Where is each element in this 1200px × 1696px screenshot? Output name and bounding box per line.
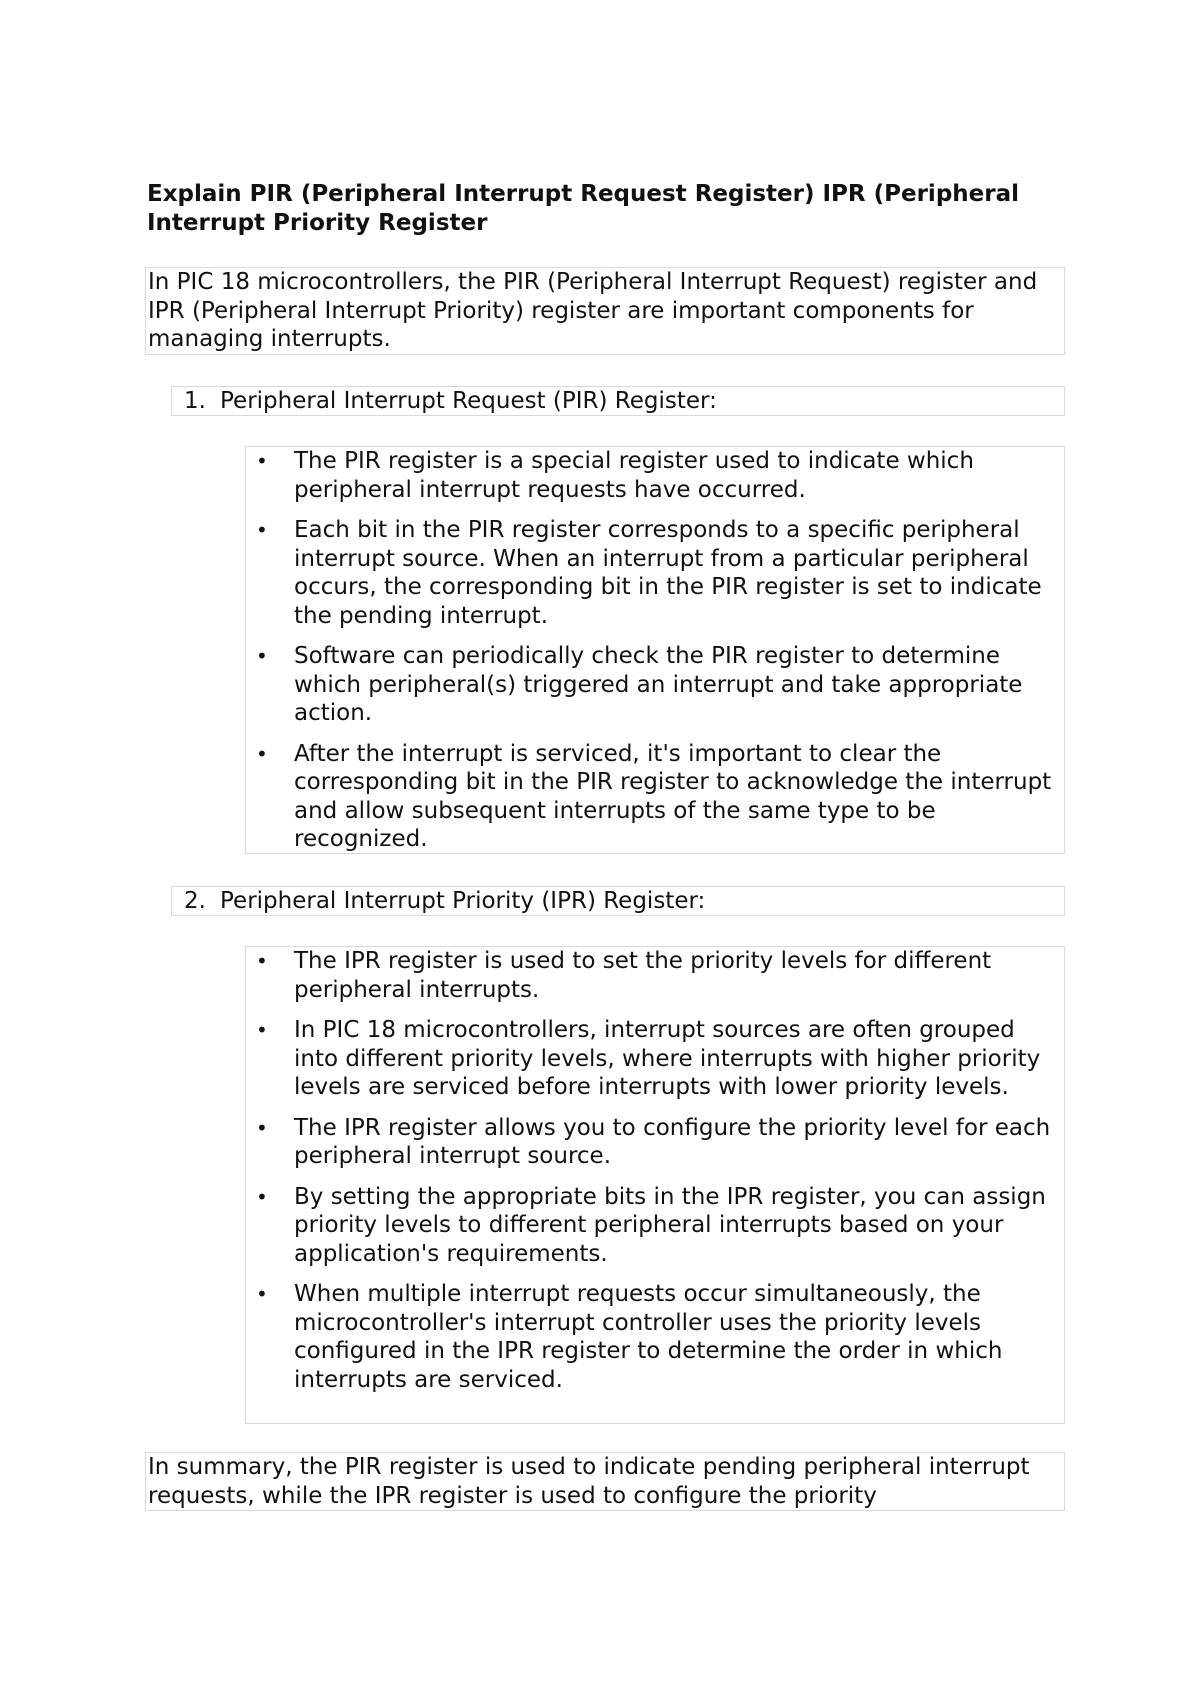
list-item: • Software can periodically check the PIR register to determine which peripheral(s) triggered an interrupt and take appropriate action. (256, 643, 1023, 726)
section-heading-text: Peripheral Interrupt Priority (IPR) Register: (220, 888, 706, 914)
section-heading-ipr (171, 886, 1065, 916)
bullet-icon: • (256, 741, 268, 766)
document-title: Explain PIR (Peripheral Interrupt Request Register) IPR (Peripheral Interrupt Priority Register (147, 181, 1020, 236)
summary-paragraph: In summary, the PIR register is used to indicate pending peripheral interrupt requests, while the IPR register is used to configure the priority (145, 1452, 1065, 1511)
bullet-icon: • (256, 949, 268, 973)
bullet-icon: • (256, 449, 268, 473)
list-item: • The IPR register allows you to configure the priority level for each peripheral interrupt source. (256, 1114, 1051, 1169)
list-item: • By setting the appropriate bits in the IPR register, you can assign priority levels to different peripheral interrupts based on your application's requirements. (256, 1183, 1046, 1267)
list-item: • The PIR register is a special register used to indicate which peripheral interrupt requests have occurred. (256, 448, 974, 503)
section-heading-pir (171, 386, 1065, 416)
bullet-icon: • (256, 644, 268, 668)
list-item: • Each bit in the PIR register corresponds to a specific peripheral interrupt source. When an interrupt from a particular peripheral occurs, the corresponding bit in the PIR register is set to indicate the pending interrupt. (256, 517, 1042, 629)
intro-paragraph: In PIC 18 microcontrollers, the PIR (Peripheral Interrupt Request) register and IPR (Peripheral Interrupt Priority) register are important components for managing interrupts. (145, 267, 1065, 355)
list-item: • When multiple interrupt requests occur simultaneously, the microcontroller's interrupt controller uses the priority levels configured in the IPR register to determine the order in which interrupts are serviced. (256, 1281, 1003, 1393)
list-item: • The IPR register is used to set the priority levels for different peripheral interrupts. (256, 948, 992, 1003)
bullet-icon: • (256, 1282, 268, 1306)
bullet-icon: • (256, 1115, 268, 1140)
ipr-bullet-list (245, 946, 1065, 1424)
pir-bullet-list (245, 446, 1065, 854)
bullet-icon: • (256, 1018, 268, 1042)
list-item: • In PIC 18 microcontrollers, interrupt sources are often grouped into different priority levels, where interrupts with higher priority levels are serviced before interrupts with lower priority levels. (256, 1017, 1041, 1100)
bullet-icon: • (256, 518, 268, 542)
section-number: 2. (184, 888, 206, 914)
bullet-icon: • (256, 1184, 268, 1209)
list-item: • After the interrupt is serviced, it's important to clear the corresponding bit in the PIR register to acknowledge the interrupt and allow subsequent interrupts of the same type to be recognized. (256, 740, 1052, 852)
section-number: 1. (184, 388, 206, 414)
section-heading-text: Peripheral Interrupt Request (PIR) Register: (220, 388, 717, 414)
